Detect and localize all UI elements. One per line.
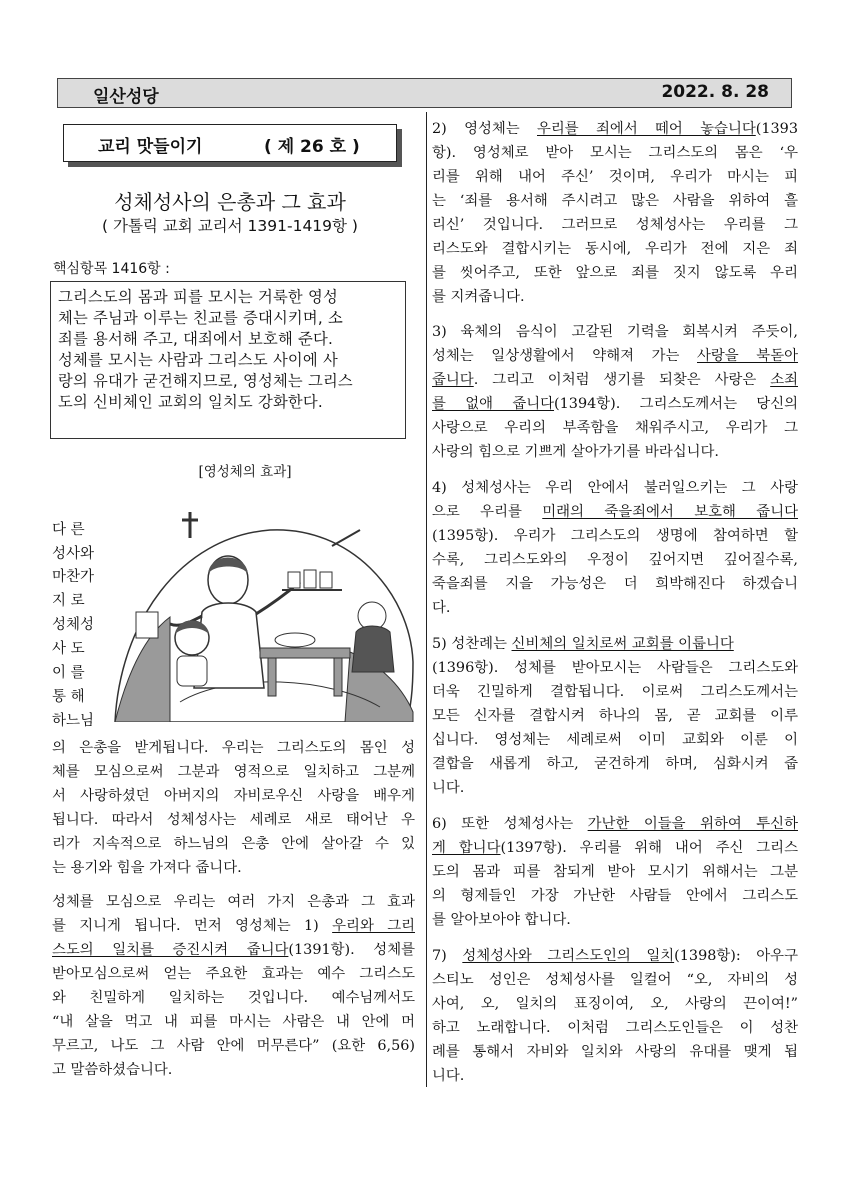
intro-line: 사 도 [52, 641, 85, 657]
paragraph-line: 도의 몸과 피를 참되게 받아 모시기 위해서는 그분 [432, 864, 798, 880]
paragraph-line [432, 944, 798, 965]
key-line: 체는 주님과 이루는 친교를 증대시키며, 소 [58, 309, 343, 327]
paragraph-line [432, 812, 798, 833]
text-run: 5) 성찬례는 [432, 636, 512, 652]
issue-number: ( 제 26 호 ) [264, 137, 360, 157]
intro-line: 통 해 [52, 689, 85, 705]
key-effect-underline: 줍니다 [432, 372, 474, 388]
paragraph-line: 는 용기와 힘을 가져다 줍니다. [52, 860, 242, 876]
paragraph-line: 더욱 긴밀하게 결합됩니다. 이로써 그리스도께서는 [432, 684, 798, 700]
key-line: 랑의 유대가 굳건해지므로, 영성체는 그리스 [58, 372, 353, 390]
paragraph-line [52, 938, 415, 959]
text-run: (1394항). 그리스도께서는 당신의 [554, 396, 798, 412]
paragraph-line: 리스도와 결합시키는 동시에, 우리가 전에 지은 죄 [432, 241, 798, 257]
paragraph-line: 니다. [432, 780, 465, 796]
paragraph-line: 체를 모심으로써 그분과 영적으로 일치하고 그분께 [52, 764, 415, 780]
paragraph-line: 서 사랑하셨던 아버지의 자비로우신 사랑을 배우게 [52, 788, 415, 804]
paragraph-line: 항). 영성체로 받아 모시는 그리스도의 몸은 ‘우 [432, 145, 798, 161]
intro-line: 마찬가 [52, 569, 95, 585]
paragraph-line: 하고 노래합니다. 이처럼 그리스도인들은 이 성찬 [432, 1020, 798, 1036]
paragraph-line: 의 형제들인 가장 가난한 사람들 안에서 그리스도 [432, 888, 798, 904]
key-effect-underline: 성체성사와 그리스도인의 일치 [462, 948, 675, 964]
intro-line: 성체성 [52, 617, 95, 633]
key-item-label: 핵심항목 1416항 : [53, 261, 170, 277]
series-title-box [63, 124, 397, 162]
text-run: (1397항). 우리를 위해 내어 주신 그리스 [500, 840, 798, 856]
paragraph-line: 리를 위해 내어 주신’ 것이며, 우리가 마시는 피 [432, 169, 798, 185]
paragraph-line: 받아모심으로써 얻는 주요한 효과는 예수 그리스도 [52, 966, 415, 982]
paragraph-line: 고 말씀하셨습니다. [52, 1062, 173, 1078]
intro-line: 지 로 [52, 593, 85, 609]
paragraph-line: 성체를 모심으로 우리는 여러 가지 은총과 그 효과 [52, 894, 415, 910]
paragraph-line [432, 836, 798, 857]
key-effect-underline: 가난한 이들을 위하여 투신하 [587, 816, 798, 832]
paragraph-line: 니다. [432, 1068, 465, 1084]
key-line: 성체를 모시는 사람과 그리스도 사이에 사 [58, 351, 338, 369]
paragraph-line: 결합을 새롭게 하고, 굳건하게 하며, 심화시켜 줍 [432, 756, 798, 772]
main-title: 성체성사의 은총과 그 효과 [114, 190, 346, 214]
paragraph-line: 를 지켜줍니다. [432, 289, 525, 305]
paragraph-line [432, 117, 798, 138]
text-run: (1391항). 성체를 [288, 942, 415, 958]
paragraph-line: 됩니다. 따라서 성체성사는 세례로 새로 태어난 우 [52, 812, 415, 828]
series-name: 교리 맛들이기 [98, 137, 203, 157]
text-run: 를 지니게 됩니다. 먼저 영성체는 1) [52, 918, 333, 934]
key-effect-underline: 우리를 죄에서 떼어 놓습니다 [537, 121, 756, 137]
paragraph-line [432, 344, 798, 365]
paragraph-line: 례를 통해서 자비와 일치와 사랑의 유대를 맺게 됩 [432, 1044, 798, 1060]
paragraph-line: 는 ‘죄를 용서해 주시려고 많은 사람을 위하여 흘 [432, 193, 798, 209]
paragraph-line: 리가 지속적으로 하느님의 은총 안에 살아갈 수 있 [52, 836, 415, 852]
issue-date: 2022. 8. 28 [661, 82, 769, 102]
paragraph-line: 리신’ 것입니다. 그러므로 성체성사는 우리를 그 [432, 217, 798, 233]
text-run: 2) 영성체는 [432, 121, 537, 137]
paragraph-line: 의 은총을 받게됩니다. 우리는 그리스도의 몸인 성 [52, 740, 415, 756]
key-effect-underline: 우리와 그리 [332, 918, 415, 934]
paragraph-line: 십니다. 영성체는 세례로써 이미 교회와 이룬 이 [432, 732, 798, 748]
paragraph-line [52, 914, 415, 935]
key-effect-underline: 스도의 일치를 증진시켜 줍니다 [52, 942, 289, 958]
paragraph-line: 사랑의 힘으로 기쁘게 살아가기를 바라십니다. [432, 444, 719, 460]
paragraph-line: 다. [432, 600, 451, 616]
key-effect-underline: 사랑을 북돋아 [697, 348, 799, 364]
paragraph-line: (1396항). 성체를 받아모시는 사람들은 그리스도와 [432, 660, 798, 676]
intro-line: 하느님 [52, 713, 95, 729]
jesus-feeding-children-illustration [110, 512, 415, 722]
intro-line: 이 를 [52, 665, 85, 681]
key-line: 도의 신비체인 교회의 일치도 강화한다. [58, 393, 323, 411]
paragraph-line: 사여, 오, 일치의 표징이여, 오, 사랑의 끈이여!” [432, 996, 798, 1012]
paragraph-line: 수록, 그리스도와의 우정이 깊어지면 깊어질수록, [432, 552, 798, 568]
text-run: (1398항): 아우구 [674, 948, 798, 964]
paragraph-line: 모든 신자를 결합시켜 하나의 몸, 곧 교회를 이루 [432, 708, 798, 724]
paragraph-line: 를 씻어주고, 또한 앞으로 죄를 짓지 않도록 우리 [432, 265, 798, 281]
paragraph-line [432, 392, 798, 413]
paragraph-line: 스티노 성인은 성체성사를 일컬어 “오, 자비의 성 [432, 972, 798, 988]
text-run: 7) [432, 948, 463, 964]
paragraph-line: 4) 성체성사는 우리 안에서 불러일으키는 그 사랑 [432, 480, 798, 496]
paragraph-line: 와 친밀하게 일치하는 것입니다. 예수님께서도 [52, 990, 415, 1006]
text-run: 6) 또한 성체성사는 [432, 816, 588, 832]
paragraph-line: 죽을죄를 지을 가능성은 더 희박해진다 하겠습니 [432, 576, 798, 592]
key-effect-underline: 소죄 [770, 372, 798, 388]
figure-caption: [영성체의 효과] [198, 464, 292, 480]
text-run: (1393 [755, 121, 798, 137]
text-run: 으로 우리를 [432, 504, 543, 520]
key-line: 죄를 용서해 주고, 대죄에서 보호해 준다. [58, 330, 334, 348]
subtitle: ( 가톨릭 교회 교리서 1391-1419항 ) [102, 217, 358, 235]
key-effect-underline: 게 합니다 [432, 840, 501, 856]
paragraph-line: (1395항). 우리가 그리스도의 생명에 참여하면 할 [432, 528, 798, 544]
intro-line: 성사와 [52, 546, 95, 562]
paragraph-line [432, 368, 798, 389]
key-effect-underline: 신비체의 일치로써 교회를 이룹니다 [511, 636, 734, 652]
paragraph-line: 무르고, 나도 그 사람 안에 머무른다” (요한 6,56) [52, 1038, 415, 1054]
key-effect-underline: 미래의 죽을죄에서 보호해 줍니다 [542, 504, 799, 520]
paragraph-line: 를 알아보아야 합니다. [432, 912, 571, 928]
key-line: 그리스도의 몸과 피를 모시는 거룩한 영성 [58, 288, 338, 306]
key-summary-box [50, 281, 406, 439]
paragraph-line: 3) 육체의 음식이 고갈된 기력을 회복시켜 주듯이, [432, 324, 798, 340]
paragraph-line: “내 살을 먹고 내 피를 마시는 사람은 내 안에 머 [52, 1014, 415, 1030]
paragraph-line [432, 632, 798, 653]
text-run: . 그리고 이처럼 생기를 되찾은 사랑은 [473, 372, 771, 388]
text-run: 성체는 일상생활에서 약해져 가는 [432, 348, 697, 364]
parish-name: 일산성당 [93, 87, 159, 107]
intro-line: 다 른 [52, 522, 85, 538]
key-effect-underline: 를 없애 줍니다 [432, 396, 555, 412]
paragraph-line [432, 500, 798, 521]
column-divider [426, 112, 427, 1087]
paragraph-line: 사랑으로 우리의 부족함을 채워주시고, 우리가 그 [432, 420, 798, 436]
header-bar [57, 78, 792, 108]
